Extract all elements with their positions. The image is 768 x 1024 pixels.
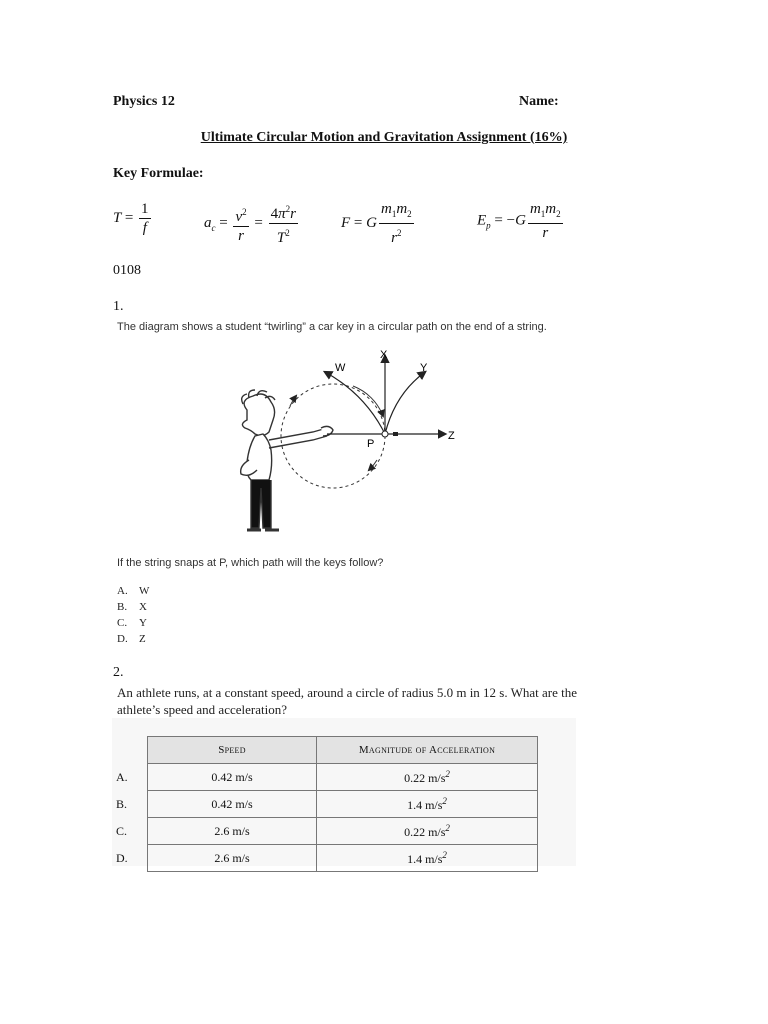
choice-b[interactable]: B. X <box>117 601 147 613</box>
choice-c[interactable]: C. Y <box>117 617 147 629</box>
formula-centripetal-acceleration: $a_c$ = $\frac{v^2}{r}$ = $\frac{4\pi^2r}{T^2}$ <box>204 200 300 247</box>
table-header-row <box>112 737 538 764</box>
answer-table-area <box>112 718 576 866</box>
circular-path <box>281 384 385 488</box>
label-z: Z <box>448 430 455 442</box>
col-speed: Speed <box>148 737 317 764</box>
question-1-number: 1. <box>113 299 124 314</box>
label-x: X <box>380 349 388 361</box>
assignment-title: Ultimate Circular Motion and Gravitation Assignment (16%) <box>200 130 568 145</box>
choice-a[interactable]: A. W <box>117 585 150 597</box>
label-y: Y <box>420 362 428 374</box>
table-row[interactable]: D. 2.6 m/s 1.4 $m/s^2$ <box>112 845 538 872</box>
label-w: W <box>335 362 346 374</box>
question-2-prompt: An athlete runs, at a constant speed, around a circle of radius 5.0 m in 12 s. What are the athlete’s speed and acceleration? <box>117 685 578 717</box>
table-row[interactable]: B. 0.42 m/s 1.4 $m/s^2$ <box>112 791 538 818</box>
col-acceleration: Magnitude of Acceleration <box>317 737 538 764</box>
table-row[interactable]: C. 2.6 m/s 0.22 $m/s^2$ <box>112 818 538 845</box>
path-y <box>385 372 425 434</box>
question-1-question: If the string snaps at P, which path will the keys follow? <box>117 557 384 569</box>
name-label: Name: <box>519 94 559 109</box>
course-title: Physics 12 <box>113 94 175 109</box>
formula-potential-energy: $E_p = -G$ $\frac{m_1m_2}{r}$ <box>477 201 561 241</box>
formulas-heading: Key Formulae: <box>113 166 204 181</box>
formula-period: T = $\frac{1}{f}$ <box>113 201 149 236</box>
question-code: 0108 <box>113 263 141 278</box>
car-key <box>393 432 398 436</box>
table-row[interactable]: A. 0.42 m/s 0.22 $m/s^2$ <box>112 764 538 791</box>
question-1-prompt: The diagram shows a student “twirling” a car key in a circular path on the end of a string. <box>117 321 547 333</box>
circular-motion-diagram <box>115 340 570 540</box>
label-p: P <box>367 438 375 450</box>
question-2-number: 2. <box>113 665 124 680</box>
answer-table <box>112 736 538 872</box>
question-1-choices <box>117 583 149 647</box>
formula-gravitational-force: F = G $\frac{m_1m_2}{r^2}$ <box>341 201 412 246</box>
choice-d[interactable]: D. Z <box>117 633 146 645</box>
